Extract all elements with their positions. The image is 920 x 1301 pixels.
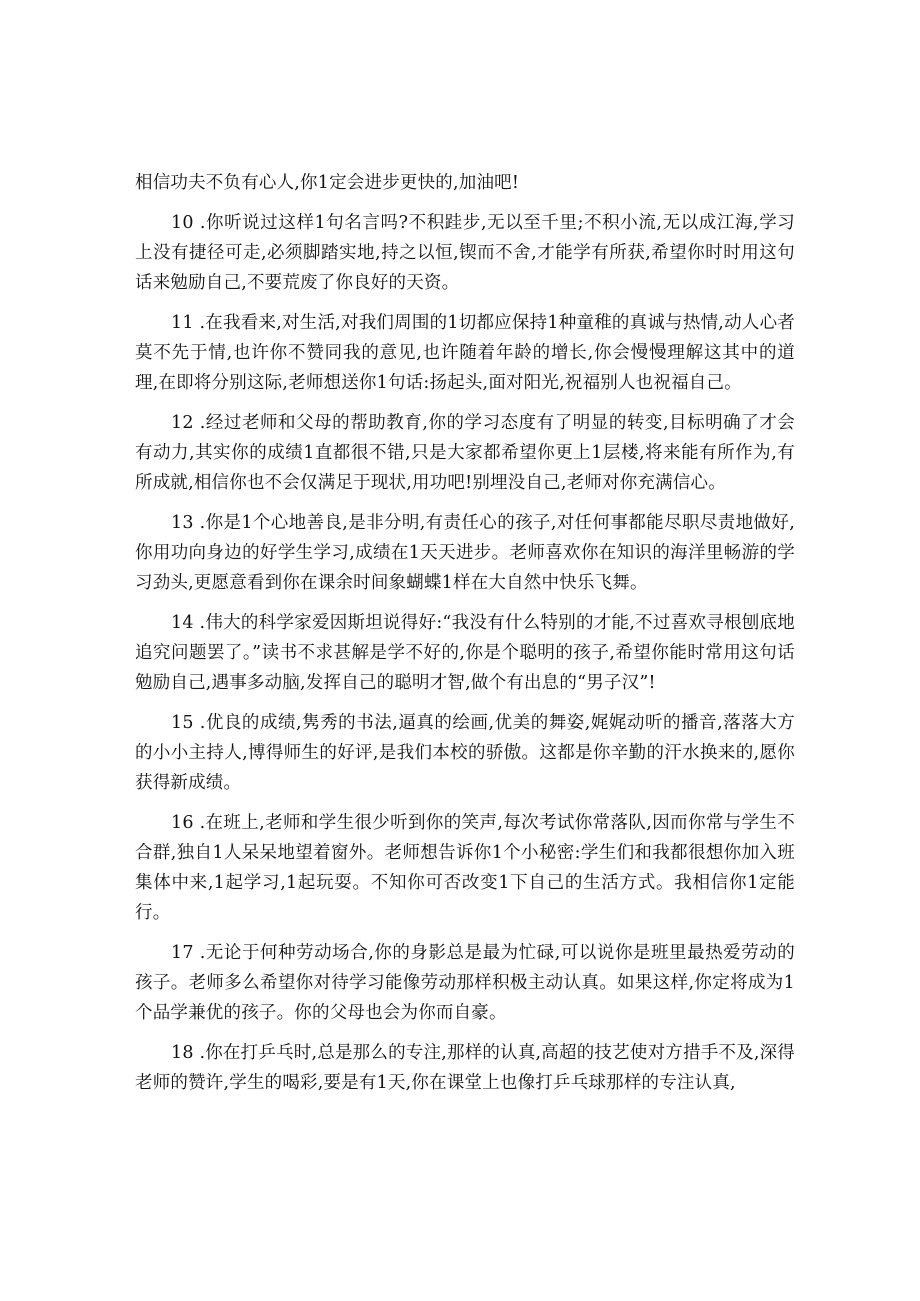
- paragraph-text: 你是1个心地善良,是非分明,有责任心的孩子,对任何事都能尽职尽责地做好,你用功向身边的好学生学习,成绩在1天天进步。老师喜欢你在知识的海洋里畅游的学习劲头,更愿意看到你在课余时间象蝴蝶1样在大自然中快乐飞舞。: [135, 513, 795, 593]
- paragraph-number: 18: [171, 1043, 194, 1063]
- paragraph-text: 你在打乒乓时,总是那么的专注,那样的认真,高超的技艺使对方措手不及,深得老师的赞许,学生的喝彩,要是有1天,你在课堂上也像打乒乓球那样的专注认真,: [135, 1043, 796, 1093]
- paragraph-number-separator: .: [193, 413, 206, 433]
- paragraph-number: 11: [171, 313, 194, 333]
- document-body: [135, 168, 795, 1108]
- paragraph-text: 在班上,老师和学生很少听到你的笑声,每次考试你常落队,因而你常与学生不合群,独自1人呆呆地望着窗外。老师想告诉你1个小秘密:学生们和我都很想你加入班集体中来,1起学习,1起玩耍。不知你可否改变1下自己的生活方式。我相信你1定能行。: [135, 813, 796, 923]
- paragraph-text: 优良的成绩,隽秀的书法,逼真的绘画,优美的舞姿,娓娓动听的播音,落落大方的小小主持人,博得师生的好评,是我们本校的骄傲。这都是你辛勤的汗水换来的,愿你获得新成绩。: [135, 713, 795, 793]
- paragraph-text: 伟大的科学家爱因斯坦说得好:“我没有什么特别的才能,不过喜欢寻根刨底地追究问题罢了。”读书不求甚解是学不好的,你是个聪明的孩子,希望你能时常用这句话勉励自己,遇事多动脑,发挥自己的聪明才智,做个有出息的“男子汉”!: [135, 613, 796, 693]
- paragraph-number-separator: .: [193, 513, 206, 533]
- paragraph-number-separator: .: [193, 813, 206, 833]
- paragraph-number-separator: .: [193, 613, 206, 633]
- paragraph-number-separator: .: [193, 943, 206, 963]
- paragraph-10: [135, 208, 795, 298]
- paragraph-15: [135, 708, 795, 798]
- paragraph-14: [135, 608, 795, 698]
- paragraph-11: [135, 308, 795, 398]
- paragraph-text: 无论于何种劳动场合,你的身影总是最为忙碌,可以说你是班里最热爱劳动的孩子。老师多么希望你对待学习能像劳动那样积极主动认真。如果这样,你定将成为1个品学兼优的孩子。你的父母也会为你而自豪。: [135, 943, 795, 1023]
- paragraph-16: [135, 808, 795, 928]
- paragraph-number: 17: [171, 943, 194, 963]
- paragraph-number: 16: [171, 813, 194, 833]
- paragraph-number-separator: .: [193, 313, 206, 333]
- paragraph-number: 10: [171, 213, 194, 233]
- paragraph-12: [135, 408, 795, 498]
- paragraph-number-separator: .: [193, 213, 206, 233]
- paragraph-continuation: [135, 168, 795, 198]
- paragraph-text: 你听说过这样1句名言吗?不积跬步,无以至千里;不积小流,无以成江海,学习上没有捷径可走,必须脚踏实地,持之以恒,锲而不舍,才能学有所获,希望你时时用这句话来勉励自己,不要荒废了你良好的天资。: [135, 213, 795, 293]
- paragraph-number: 14: [171, 613, 194, 633]
- paragraph-number-separator: .: [193, 713, 206, 733]
- paragraph-text: 相信功夫不负有心人,你1定会进步更快的,加油吧!: [135, 173, 520, 193]
- paragraph-number: 12: [171, 413, 194, 433]
- paragraph-text: 在我看来,对生活,对我们周围的1切都应保持1种童稚的真诚与热情,动人心者莫不先于情,也许你不赞同我的意见,也许随着年龄的增长,你会慢慢理解这其中的道理,在即将分别这际,老师想送你1句话:扬起头,面对阳光,祝福别人也祝福自己。: [135, 313, 795, 393]
- paragraph-number-separator: .: [193, 1043, 206, 1063]
- paragraph-number: 13: [171, 513, 194, 533]
- paragraph-13: [135, 508, 795, 598]
- paragraph-17: [135, 938, 795, 1028]
- paragraph-18: [135, 1038, 795, 1098]
- paragraph-number: 15: [171, 713, 194, 733]
- paragraph-text: 经过老师和父母的帮助教育,你的学习态度有了明显的转变,目标明确了才会有动力,其实你的成绩1直都很不错,只是大家都希望你更上1层楼,将来能有所作为,有所成就,相信你也不会仅满足于现状,用功吧!别埋没自己,老师对你充满信心。: [135, 413, 795, 493]
